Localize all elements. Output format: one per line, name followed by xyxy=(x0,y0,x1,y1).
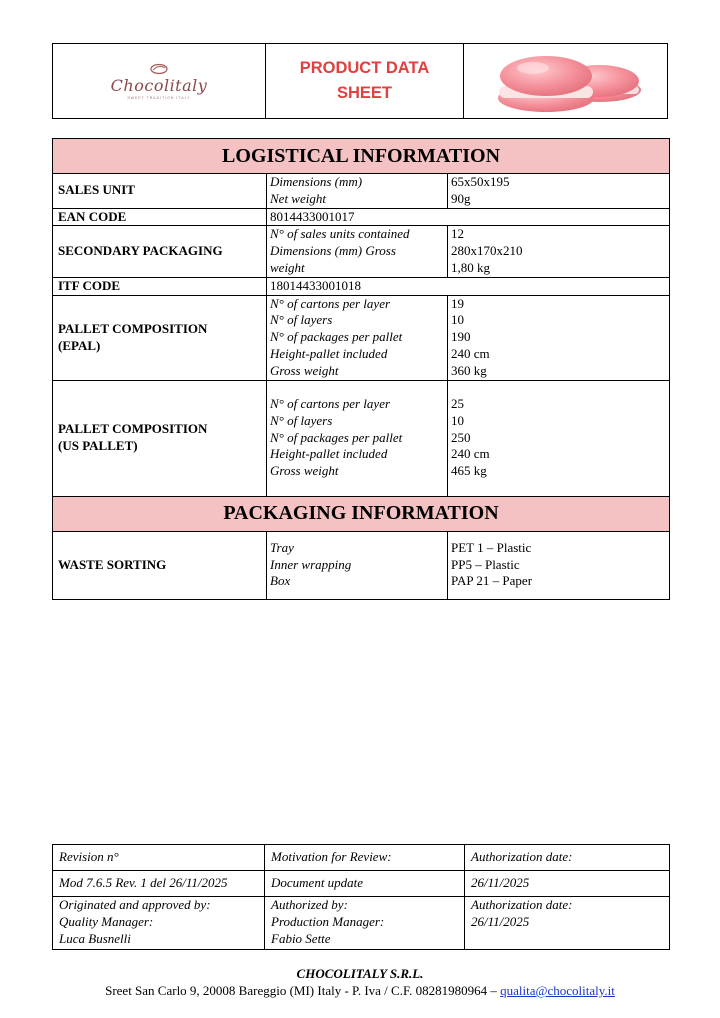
revision-table xyxy=(52,844,670,950)
pallet-us-values: 25 10 250 240 cm 465 kg xyxy=(448,380,670,496)
motivation-value: Document update xyxy=(265,871,465,897)
sales-unit-fields: Dimensions (mm) Net weight xyxy=(267,174,448,209)
pallet-epal-fields: N° of cartons per layer N° of layers N° of packages per pallet Height-pallet included Gross weight xyxy=(267,295,448,380)
table-row xyxy=(53,897,670,950)
revision-number: Mod 7.6.5 Rev. 1 del 26/11/2025 xyxy=(53,871,265,897)
company-name: CHOCOLITALY S.R.L. xyxy=(296,966,424,981)
waste-sorting-values: PET 1 – Plastic PP5 – Plastic PAP 21 – Paper xyxy=(448,531,670,599)
company-address: Sreet San Carlo 9, 20008 Bareggio (MI) Italy - P. Iva / C.F. 08281980964 – xyxy=(105,983,497,998)
ean-value: 8014433001017 xyxy=(267,208,670,226)
secondary-packaging-fields: N° of sales units contained Dimensions (mm) Gross weight xyxy=(267,226,448,277)
table-row xyxy=(53,295,670,380)
table-row xyxy=(53,208,670,226)
table-row xyxy=(53,845,670,871)
packaging-heading: PACKAGING INFORMATION xyxy=(53,496,670,531)
table-row xyxy=(53,871,670,897)
table-row xyxy=(53,277,670,295)
secondary-packaging-label: SECONDARY PACKAGING xyxy=(53,226,267,277)
waste-sorting-fields: Tray Inner wrapping Box xyxy=(267,531,448,599)
sales-unit-label: SALES UNIT xyxy=(53,174,267,209)
itf-label: ITF CODE xyxy=(53,277,267,295)
email-link[interactable]: qualita@chocolitaly.it xyxy=(500,983,615,998)
logo-text: Chocolitaly xyxy=(110,76,208,95)
secondary-packaging-values: 12 280x170x210 1,80 kg xyxy=(448,226,670,277)
sales-unit-values: 65x50x195 90g xyxy=(448,174,670,209)
company-logo xyxy=(111,62,208,100)
authorization-date-block: Authorization date: 26/11/2025 xyxy=(465,897,670,950)
ean-label: EAN CODE xyxy=(53,208,267,226)
document-header xyxy=(52,43,668,119)
motivation-header: Motivation for Review: xyxy=(265,845,465,871)
logo-swirl-icon xyxy=(148,62,170,76)
logistical-table xyxy=(52,138,670,600)
company-address-line xyxy=(0,982,720,999)
logo-subtext: SWEET TRADITION ITALY xyxy=(127,96,191,100)
page-footer xyxy=(0,965,720,999)
pallet-us-label: PALLET COMPOSITION (US PALLET) xyxy=(53,380,267,496)
authorization-date-header: Authorization date: xyxy=(465,845,670,871)
revision-header: Revision n° xyxy=(53,845,265,871)
originated-by: Originated and approved by: Quality Manager: Luca Busnelli xyxy=(53,897,265,950)
authorized-by: Authorized by: Production Manager: Fabio Sette xyxy=(265,897,465,950)
authorization-date-value: 26/11/2025 xyxy=(465,871,670,897)
pallet-epal-label: PALLET COMPOSITION (EPAL) xyxy=(53,295,267,380)
table-row xyxy=(53,174,670,209)
table-row xyxy=(53,380,670,496)
itf-value: 18014433001018 xyxy=(267,277,670,295)
logistical-heading: LOGISTICAL INFORMATION xyxy=(53,139,670,174)
waste-sorting-label: WASTE SORTING xyxy=(53,531,267,599)
table-row xyxy=(53,226,670,277)
macaron-image xyxy=(471,46,661,116)
product-image-cell xyxy=(464,44,667,118)
table-row xyxy=(53,531,670,599)
pallet-us-fields: N° of cartons per layer N° of layers N° of packages per pallet Height-pallet included Gross weight xyxy=(267,380,448,496)
document-title: PRODUCT DATA SHEET xyxy=(266,44,464,118)
pallet-epal-values: 19 10 190 240 cm 360 kg xyxy=(448,295,670,380)
logo-cell xyxy=(53,44,266,118)
